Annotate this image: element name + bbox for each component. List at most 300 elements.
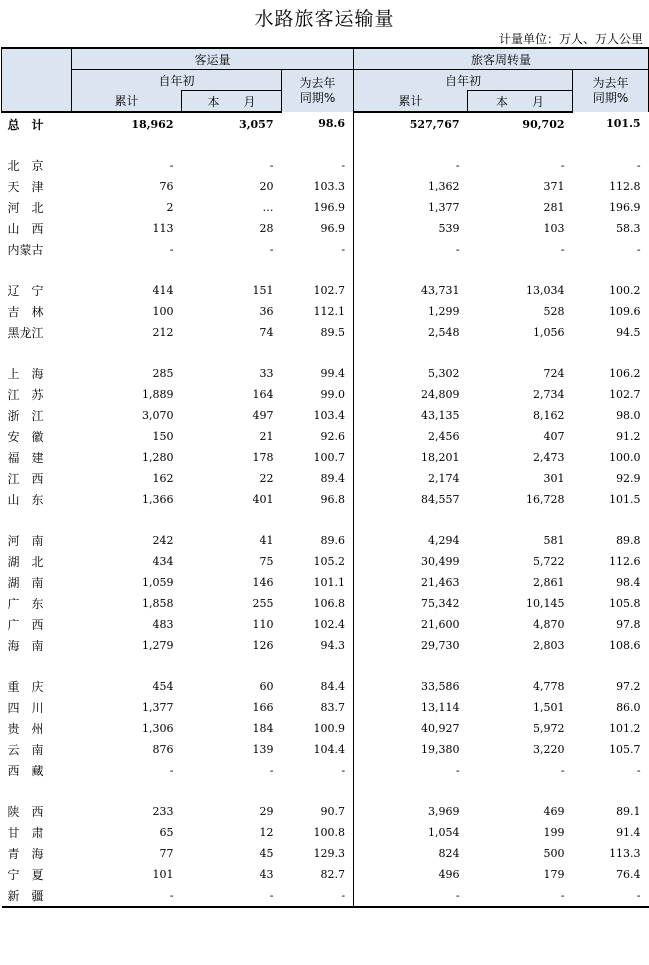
ytd-turnover-cell: 1,362 (354, 176, 468, 197)
month-turnover-cell: - (560, 243, 565, 256)
spacer-cell (282, 135, 354, 155)
spacer-cell (468, 260, 573, 280)
spacer-row (2, 343, 649, 363)
ytd-volume-cell: 162 (152, 472, 174, 485)
month-volume-cell: 29 (259, 805, 274, 818)
pct-volume-cell: 94.3 (320, 639, 346, 652)
spacer-cell (182, 510, 282, 530)
month-turnover-cell: 10,145 (526, 597, 565, 610)
month-turnover-cell: 13,034 (526, 284, 565, 297)
region-name: 江 西 (7, 472, 44, 486)
ytd-turnover-cell: 3,969 (354, 801, 468, 822)
region-name: 甘 肃 (7, 826, 44, 840)
pct-volume-cell: 96.8 (320, 493, 346, 506)
header-passenger-turnover: 旅客周转量 (354, 48, 649, 70)
transport-table (1, 47, 649, 908)
ytd-volume-cell: 3,070 (142, 409, 174, 422)
ytd-volume-cell: 1,059 (142, 576, 174, 589)
pct-turnover-cell: 101.5 (606, 117, 641, 130)
ytd-turnover-cell: 824 (354, 843, 468, 864)
month-turnover-cell: 500 (543, 847, 565, 860)
pct-turnover-cell: 109.6 (609, 305, 641, 318)
pct-turnover-cell: 108.6 (609, 639, 641, 652)
spacer-cell (354, 135, 468, 155)
spacer-cell (468, 135, 573, 155)
region-name: 河 北 (7, 201, 44, 215)
month-volume-cell: 75 (259, 555, 274, 568)
ytd-volume-cell: 101 (152, 868, 174, 881)
region-name: 辽 宁 (7, 284, 44, 298)
table-row (2, 718, 649, 739)
pct-volume-cell: - (341, 243, 346, 256)
spacer-cell (468, 656, 573, 676)
spacer-cell (573, 656, 649, 676)
ytd-turnover-cell: 1,299 (354, 301, 468, 322)
month-turnover-cell: - (560, 159, 565, 172)
spacer-cell (282, 656, 354, 676)
spacer-row (2, 656, 649, 676)
month-turnover-cell: 581 (543, 534, 565, 547)
month-turnover-cell: 469 (543, 805, 565, 818)
ytd-turnover-cell: - (354, 239, 468, 260)
month-volume-cell: 184 (252, 722, 274, 735)
month-volume-cell: - (182, 885, 282, 907)
month-volume-cell: 45 (259, 847, 274, 860)
ytd-volume-cell: 76 (159, 180, 174, 193)
pct-turnover-cell: 98.0 (616, 409, 641, 422)
ytd-volume-cell: 454 (152, 680, 174, 693)
region-name: 安 徽 (7, 430, 44, 444)
pct-volume-cell: 98.6 (318, 117, 346, 130)
month-turnover-cell: 90,702 (522, 117, 565, 131)
ytd-volume-cell: 65 (159, 826, 174, 839)
month-turnover-cell: 281 (543, 201, 565, 214)
ytd-turnover-cell: 4,294 (354, 530, 468, 551)
region-name: 内蒙古 (7, 243, 44, 257)
ytd-volume-cell: 414 (152, 284, 174, 297)
table-row (2, 572, 649, 593)
region-name: 重 庆 (7, 680, 44, 694)
ytd-turnover-cell: 43,135 (354, 405, 468, 426)
table-row (2, 239, 649, 260)
spacer-cell (354, 343, 468, 363)
ytd-turnover-cell: 75,342 (354, 593, 468, 614)
pct-volume-cell: 112.1 (313, 305, 346, 318)
region-name: 四 川 (7, 701, 44, 715)
table-row (2, 489, 649, 510)
month-volume-cell: 164 (252, 388, 274, 401)
unit-label: 计量单位：万人、万人公里 (498, 32, 643, 46)
pct-turnover-cell: 89.8 (616, 534, 641, 547)
table-row (2, 843, 649, 864)
month-volume-cell: 497 (252, 409, 274, 422)
pct-turnover-cell: 89.1 (616, 805, 641, 818)
spacer-cell (2, 510, 72, 530)
table-header (2, 48, 649, 112)
month-turnover-cell: 301 (543, 472, 565, 485)
table-row (2, 197, 649, 218)
pct-volume-cell: 100.7 (313, 451, 346, 464)
pct-turnover-cell: 91.2 (616, 430, 641, 443)
pct-turnover-cell: 112.8 (609, 180, 641, 193)
pct-turnover-cell: 102.7 (609, 388, 641, 401)
pct-turnover-cell: 97.8 (616, 618, 641, 631)
month-volume-cell: 22 (259, 472, 274, 485)
month-turnover-cell: 1,501 (533, 701, 565, 714)
ytd-volume-cell: - (169, 243, 174, 256)
ytd-turnover-cell: 496 (354, 864, 468, 885)
table-row (2, 363, 649, 384)
region-name: 陕 西 (7, 805, 44, 819)
month-volume-cell: 166 (252, 701, 274, 714)
table-row (2, 822, 649, 843)
region-name: 西 藏 (7, 764, 44, 778)
month-turnover-cell: 103 (543, 222, 565, 235)
month-volume-cell: 151 (252, 284, 274, 297)
month-turnover-cell: 2,861 (533, 576, 565, 589)
month-volume-cell: 3,057 (239, 117, 274, 131)
region-name: 总 计 (7, 117, 44, 132)
month-volume-cell: 401 (252, 493, 274, 506)
spacer-row (2, 260, 649, 280)
table-body (2, 112, 649, 907)
table-row (2, 405, 649, 426)
ytd-volume-cell: 1,858 (142, 597, 174, 610)
table-row (2, 447, 649, 468)
month-turnover-cell: 2,803 (533, 639, 565, 652)
region-name: 湖 南 (7, 576, 44, 590)
month-volume-cell: 139 (252, 743, 274, 756)
region-name: 浙 江 (7, 409, 44, 423)
month-volume-cell: 60 (259, 680, 274, 693)
table-row (2, 551, 649, 572)
pct-volume-cell: 100.9 (313, 722, 346, 735)
pct-turnover-cell: 97.2 (616, 680, 641, 693)
pct-turnover-cell: 106.2 (609, 367, 641, 380)
month-turnover-cell: 528 (543, 305, 565, 318)
page-title: 水路旅客运输量 (254, 8, 395, 30)
ytd-volume-cell: 242 (152, 534, 174, 547)
table-row (2, 176, 649, 197)
pct-volume-cell: 99.0 (320, 388, 346, 401)
month-volume-cell: 20 (259, 180, 274, 193)
ytd-volume-cell: 1,280 (142, 451, 174, 464)
table-row (2, 301, 649, 322)
pct-volume-cell: 90.7 (320, 805, 346, 818)
ytd-volume-cell: 1,377 (142, 701, 174, 714)
region-name: 山 东 (7, 493, 44, 507)
table-row (2, 614, 649, 635)
header-month-turnover: 本 月 (468, 91, 573, 113)
spacer-cell (468, 781, 573, 801)
ytd-turnover-cell: 19,380 (354, 739, 468, 760)
pct-volume-cell: 102.4 (313, 618, 346, 631)
month-turnover-cell: 4,778 (533, 680, 565, 693)
spacer-cell (573, 135, 649, 155)
ytd-turnover-cell: 40,927 (354, 718, 468, 739)
spacer-cell (468, 343, 573, 363)
ytd-turnover-cell: 1,054 (354, 822, 468, 843)
month-turnover-cell: 724 (543, 367, 565, 380)
region-name: 吉 林 (7, 305, 44, 319)
month-volume-cell: - (269, 159, 274, 172)
ytd-volume-cell: - (169, 764, 174, 777)
region-name: 广 西 (7, 618, 44, 632)
ytd-volume-cell: 1,306 (142, 722, 174, 735)
table-row (2, 676, 649, 697)
pct-turnover-cell: - (636, 159, 641, 172)
spacer-cell (573, 343, 649, 363)
table-row (2, 697, 649, 718)
month-volume-cell: - (269, 764, 274, 777)
region-name: 福 建 (7, 451, 44, 465)
pct-turnover-cell: 100.2 (609, 284, 641, 297)
ytd-volume-cell: 212 (152, 326, 174, 339)
spacer-cell (2, 781, 72, 801)
spacer-row (2, 510, 649, 530)
month-volume-cell: 146 (252, 576, 274, 589)
spacer-row (2, 135, 649, 155)
table-row (2, 155, 649, 176)
pct-volume-cell: 83.7 (320, 701, 346, 714)
spacer-cell (72, 135, 182, 155)
region-name: 贵 州 (7, 722, 44, 736)
table-row (2, 280, 649, 301)
spacer-row (2, 781, 649, 801)
pct-volume-cell: 82.7 (320, 868, 346, 881)
spacer-cell (354, 656, 468, 676)
pct-turnover-cell: 105.7 (609, 743, 641, 756)
table-row (2, 384, 649, 405)
month-turnover-cell: - (560, 764, 565, 777)
ytd-volume-cell: 233 (152, 805, 174, 818)
month-turnover-cell: 2,734 (533, 388, 565, 401)
ytd-volume-cell: 18,962 (131, 117, 174, 131)
month-turnover-cell: 4,870 (533, 618, 565, 631)
header-ytd-turnover: 自年初 (354, 70, 573, 91)
month-volume-cell: 126 (252, 639, 274, 652)
spacer-cell (2, 656, 72, 676)
pct-volume-cell: 103.4 (313, 409, 346, 422)
month-turnover-cell: 2,473 (533, 451, 565, 464)
spacer-cell (354, 781, 468, 801)
pct-turnover-cell: 76.4 (616, 868, 641, 881)
ytd-turnover-cell: - (354, 155, 468, 176)
header-passenger-volume: 客运量 (72, 48, 354, 70)
pct-volume-cell: - (341, 764, 346, 777)
header-ytd-volume: 自年初 (72, 70, 282, 91)
month-volume-cell: … (262, 201, 274, 214)
ytd-turnover-cell: 33,586 (354, 676, 468, 697)
month-volume-cell: - (269, 243, 274, 256)
pct-volume-cell: - (341, 159, 346, 172)
spacer-cell (282, 343, 354, 363)
ytd-turnover-cell: 43,731 (354, 280, 468, 301)
pct-volume-cell: 103.3 (313, 180, 346, 193)
spacer-cell (182, 343, 282, 363)
table-row (2, 218, 649, 239)
header-pct-volume-bottom: 同期% (299, 91, 336, 105)
pct-turnover-cell: - (636, 243, 641, 256)
spacer-cell (573, 510, 649, 530)
spacer-cell (2, 135, 72, 155)
month-volume-cell: 28 (259, 222, 274, 235)
region-name: 青 海 (7, 847, 44, 861)
ytd-turnover-cell: 527,767 (354, 112, 468, 135)
month-volume-cell: 21 (259, 430, 274, 443)
header-pct-turnover (573, 70, 649, 113)
ytd-turnover-cell: 18,201 (354, 447, 468, 468)
table-row (2, 468, 649, 489)
month-turnover-cell: 5,722 (533, 555, 565, 568)
month-turnover-cell: 8,162 (533, 409, 565, 422)
spacer-cell (72, 656, 182, 676)
spacer-cell (72, 260, 182, 280)
spacer-cell (573, 781, 649, 801)
pct-turnover-cell: 86.0 (616, 701, 641, 714)
region-name: 河 南 (7, 534, 44, 548)
ytd-turnover-cell: 2,456 (354, 426, 468, 447)
spacer-cell (573, 260, 649, 280)
spacer-cell (182, 260, 282, 280)
ytd-turnover-cell: 13,114 (354, 697, 468, 718)
region-name: 海 南 (7, 639, 44, 653)
spacer-cell (182, 781, 282, 801)
month-volume-cell: 12 (259, 826, 274, 839)
total-row (2, 112, 649, 135)
pct-volume-cell: 96.9 (320, 222, 346, 235)
table-row (2, 530, 649, 551)
region-name: 上 海 (7, 367, 44, 381)
pct-volume-cell: 105.2 (313, 555, 346, 568)
ytd-turnover-cell: 21,463 (354, 572, 468, 593)
ytd-volume-cell: 1,279 (142, 639, 174, 652)
spacer-cell (468, 510, 573, 530)
table-row (2, 426, 649, 447)
month-volume-cell: 36 (259, 305, 274, 318)
spacer-cell (354, 510, 468, 530)
month-volume-cell: 41 (259, 534, 274, 547)
region-name: 新 疆 (2, 885, 72, 907)
pct-volume-cell: 89.6 (320, 534, 346, 547)
pct-volume-cell: 92.6 (320, 430, 346, 443)
spacer-cell (72, 343, 182, 363)
pct-turnover-cell: 196.9 (609, 201, 641, 214)
month-turnover-cell: 3,220 (533, 743, 565, 756)
header-month-volume: 本 月 (182, 91, 282, 113)
ytd-turnover-cell: 1,377 (354, 197, 468, 218)
ytd-volume-cell: 285 (152, 367, 174, 380)
header-pct-turnover-bottom: 同期% (592, 91, 629, 105)
pct-turnover-cell: 91.4 (616, 826, 641, 839)
pct-turnover-cell: - (573, 885, 649, 907)
table-row (2, 864, 649, 885)
spacer-cell (282, 260, 354, 280)
ytd-volume-cell: - (169, 159, 174, 172)
month-turnover-cell: - (468, 885, 573, 907)
month-turnover-cell: 16,728 (526, 493, 565, 506)
ytd-volume-cell: 1,889 (142, 388, 174, 401)
pct-volume-cell: 129.3 (313, 847, 346, 860)
pct-volume-cell: 89.5 (320, 326, 346, 339)
ytd-volume-cell: 1,366 (142, 493, 174, 506)
spacer-cell (2, 343, 72, 363)
month-volume-cell: 110 (252, 618, 274, 631)
ytd-turnover-cell: 539 (354, 218, 468, 239)
region-name: 宁 夏 (7, 868, 44, 882)
spacer-cell (72, 781, 182, 801)
region-name: 山 西 (7, 222, 44, 236)
ytd-volume-cell: 2 (166, 201, 174, 214)
pct-volume-cell: 104.4 (313, 743, 346, 756)
pct-volume-cell: 100.8 (313, 826, 346, 839)
month-volume-cell: 43 (259, 868, 274, 881)
table-row (2, 885, 649, 907)
ytd-turnover-cell: 24,809 (354, 384, 468, 405)
ytd-volume-cell: 77 (159, 847, 174, 860)
ytd-volume-cell: 483 (152, 618, 174, 631)
ytd-volume-cell: 113 (152, 222, 174, 235)
month-volume-cell: 255 (252, 597, 274, 610)
header-pct-volume (282, 70, 354, 113)
ytd-turnover-cell: 30,499 (354, 551, 468, 572)
ytd-volume-cell: 434 (152, 555, 174, 568)
table-row (2, 322, 649, 343)
ytd-volume-cell: 150 (152, 430, 174, 443)
pct-turnover-cell: 113.3 (609, 847, 641, 860)
pct-volume-cell: 196.9 (313, 201, 346, 214)
pct-volume-cell: 99.4 (320, 367, 346, 380)
ytd-turnover-cell: 84,557 (354, 489, 468, 510)
pct-turnover-cell: 112.6 (609, 555, 641, 568)
pct-turnover-cell: 58.3 (616, 222, 641, 235)
pct-turnover-cell: 105.8 (609, 597, 641, 610)
ytd-turnover-cell: 2,548 (354, 322, 468, 343)
month-volume-cell: 33 (259, 367, 274, 380)
header-pct-turnover-top: 为去年 (592, 76, 629, 90)
spacer-cell (282, 510, 354, 530)
spacer-cell (2, 260, 72, 280)
header-cumulative-turnover: 累计 (354, 91, 468, 113)
pct-turnover-cell: 101.5 (609, 493, 641, 506)
month-turnover-cell: 371 (543, 180, 565, 193)
spacer-cell (282, 781, 354, 801)
table-row (2, 739, 649, 760)
spacer-cell (354, 260, 468, 280)
header-cumulative-volume: 累计 (72, 91, 182, 113)
month-turnover-cell: 199 (543, 826, 565, 839)
month-turnover-cell: 5,972 (533, 722, 565, 735)
month-turnover-cell: 407 (543, 430, 565, 443)
table-row (2, 593, 649, 614)
pct-turnover-cell: 100.0 (609, 451, 641, 464)
region-name: 广 东 (7, 597, 44, 611)
ytd-turnover-cell: - (354, 885, 468, 907)
region-name: 天 津 (7, 180, 44, 194)
ytd-volume-cell: 876 (152, 743, 174, 756)
month-volume-cell: 74 (259, 326, 274, 339)
ytd-turnover-cell: 29,730 (354, 635, 468, 656)
pct-volume-cell: - (282, 885, 354, 907)
spacer-cell (182, 656, 282, 676)
pct-turnover-cell: 98.4 (616, 576, 641, 589)
pct-turnover-cell: 94.5 (616, 326, 641, 339)
region-name: 江 苏 (7, 388, 44, 402)
region-name: 云 南 (7, 743, 44, 757)
region-name: 黑龙江 (7, 326, 44, 340)
pct-volume-cell: 106.8 (313, 597, 346, 610)
pct-volume-cell: 84.4 (320, 680, 346, 693)
